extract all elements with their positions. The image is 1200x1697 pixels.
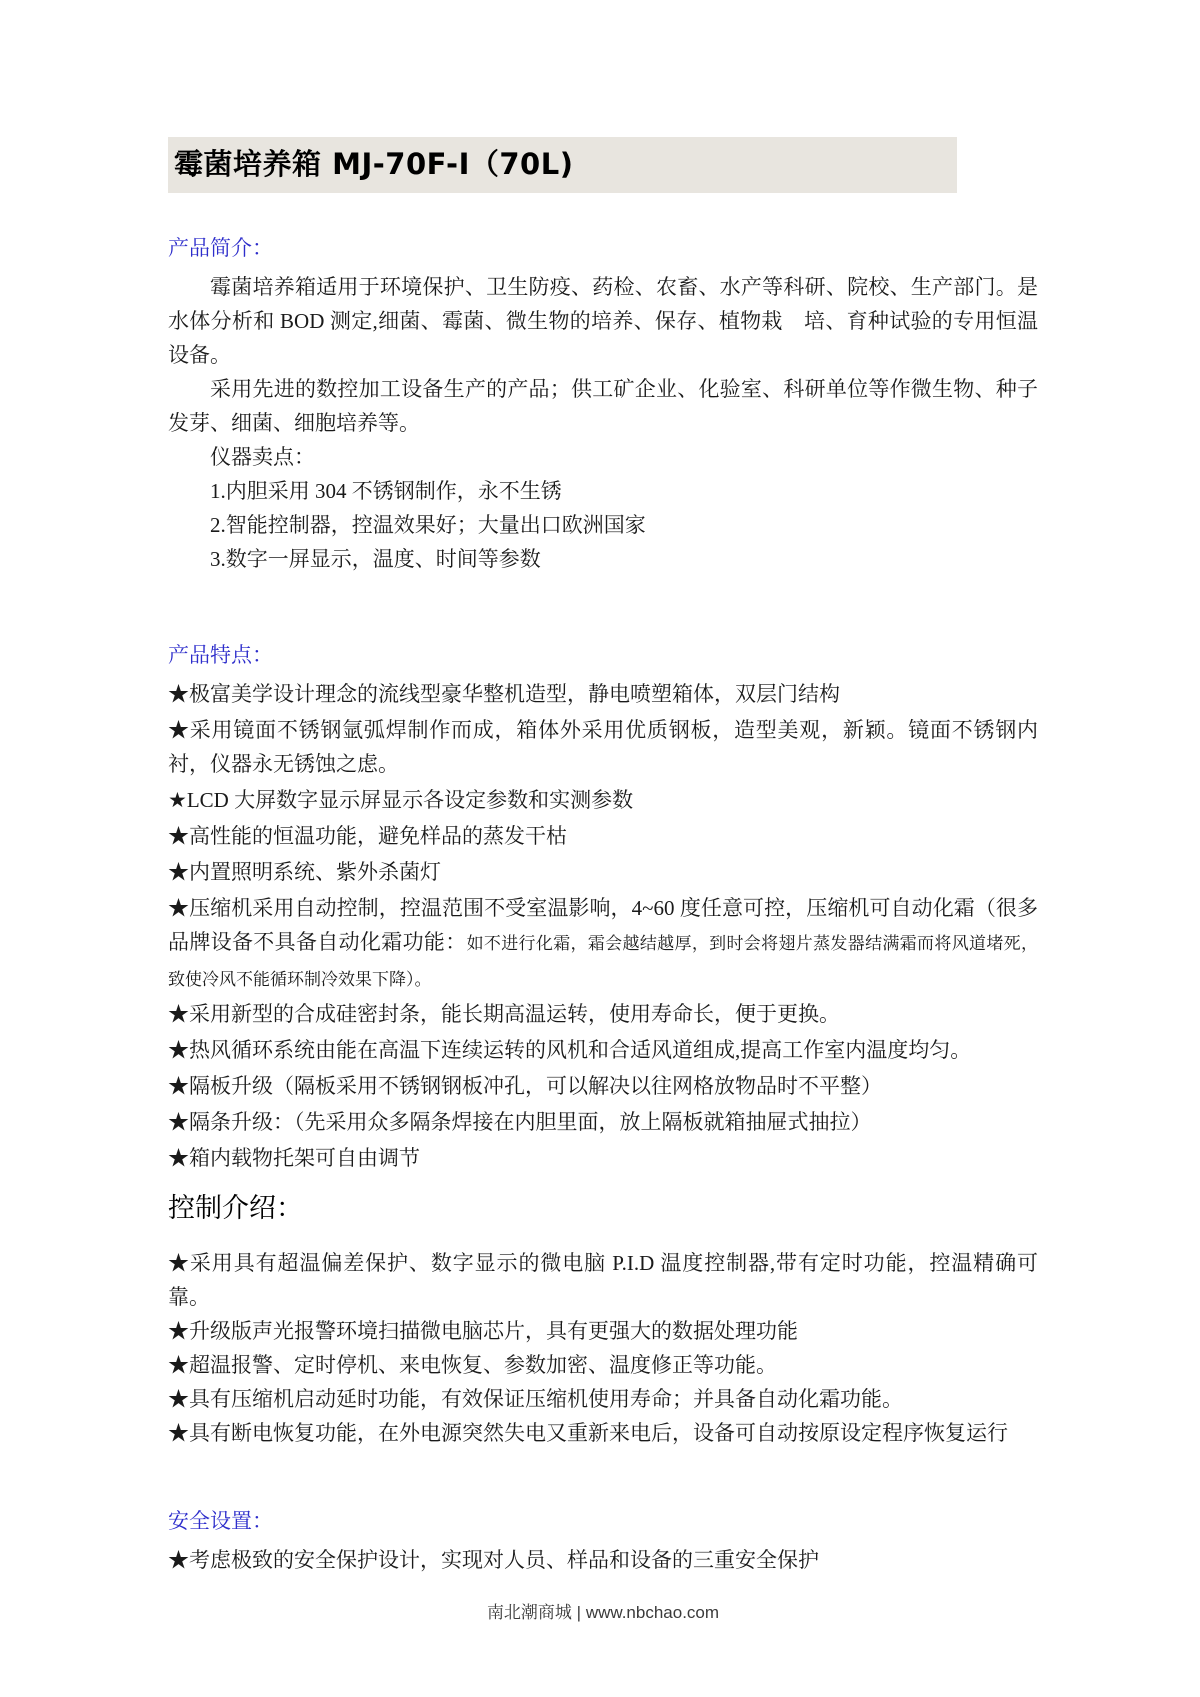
safety-list [168, 1543, 1038, 1577]
control-item: ★采用具有超温偏差保护、数字显示的微电脑 P.I.D 温度控制器,带有定时功能，控温精确可靠。 [168, 1251, 1038, 1310]
feature-item [168, 1033, 1038, 1069]
product-intro-heading: 产品简介： [168, 236, 273, 261]
footer-site-url: www.nbchao.com [585, 1603, 720, 1623]
selling-point-item: 1.内胆采用 304 不锈钢制作，永不生锈 [210, 479, 562, 504]
title-bar [168, 137, 957, 193]
feature-item [168, 1141, 1038, 1177]
feature-item-text: ★压缩机采用自动控制，控温范围不受室温影响，4~60 度任意可控，压缩机可自动化霜（很多品牌设备不具备自动化霜功能： [168, 896, 1038, 955]
feature-item [168, 783, 1038, 819]
feature-item [168, 1105, 1038, 1141]
feature-item [168, 891, 1038, 997]
feature-item-text: ★LCD 大屏数字显示屏显示各设定参数和实测参数 [168, 788, 634, 813]
footer [168, 1601, 1038, 1625]
feature-item-text: ★采用镜面不锈钢氩弧焊制作而成，箱体外采用优质钢板，造型美观，新颖。镜面不锈钢内衬，仪器永无锈蚀之虑。 [168, 718, 1038, 777]
page-title: 霉菌培养箱 MJ-70F-I（70L) [174, 147, 574, 181]
section-control-intro [168, 1177, 1038, 1450]
feature-item-text: ★箱内载物托架可自由调节 [168, 1146, 420, 1171]
intro-paragraph-1: 霉菌培养箱适用于环境保护、卫生防疫、药检、农畜、水产等科研、院校、生产部门。是水体分析和 BOD 测定,细菌、霉菌、微生物的培养、保存、植物栽 培、育种试验的专用恒温设备。 [168, 275, 1038, 368]
product-features-heading: 产品特点： [168, 643, 273, 668]
section-product-intro [168, 231, 1038, 576]
selling-point-item: 3.数字一屏显示，温度、时间等参数 [210, 547, 541, 572]
control-item: ★具有压缩机启动延时功能，有效保证压缩机使用寿命；并具备自动化霜功能。 [168, 1387, 903, 1412]
feature-item [168, 855, 1038, 891]
footer-separator: | [571, 1603, 586, 1623]
feature-item [168, 713, 1038, 783]
control-item: ★具有断电恢复功能，在外电源突然失电又重新来电后，设备可自动按原设定程序恢复运行 [168, 1421, 1008, 1446]
feature-item-text: ★采用新型的合成硅密封条，能长期高温运转，使用寿命长，便于更换。 [168, 1002, 840, 1027]
feature-item [168, 1069, 1038, 1105]
safety-item: ★考虑极致的安全保护设计，实现对人员、样品和设备的三重安全保护 [168, 1548, 819, 1573]
selling-points-list [168, 474, 1038, 576]
feature-item [168, 997, 1038, 1033]
feature-item-text: ★隔板升级（隔板采用不锈钢钢板冲孔，可以解决以往网格放物品时不平整） [168, 1074, 882, 1099]
feature-item-text: ★隔条升级：（先采用众多隔条焊接在内胆里面，放上隔板就箱抽屉式抽拉） [168, 1110, 872, 1135]
control-heading: 控制介绍： [168, 1193, 303, 1224]
safety-heading: 安全设置： [168, 1509, 273, 1534]
feature-item-text: ★高性能的恒温功能，避免样品的蒸发干枯 [168, 824, 567, 849]
control-item: ★超温报警、定时停机、来电恢复、参数加密、温度修正等功能。 [168, 1353, 777, 1378]
features-list [168, 677, 1038, 1177]
section-product-features [168, 638, 1038, 1177]
footer-site-name: 南北潮商城 [486, 1603, 572, 1623]
feature-item-text: ★热风循环系统由能在高温下连续运转的风机和合适风道组成,提高工作室内温度均匀。 [168, 1038, 972, 1063]
section-safety-settings [168, 1504, 1038, 1577]
control-list [168, 1246, 1038, 1450]
selling-point-item: 2.智能控制器，控温效果好；大量出口欧洲国家 [210, 513, 646, 538]
feature-item [168, 819, 1038, 855]
control-item: ★升级版声光报警环境扫描微电脑芯片，具有更强大的数据处理功能 [168, 1319, 798, 1344]
feature-item-note: 如不进行化霜，霜会越结越厚，到时会将翅片蒸发器结满霜而将风道堵死，致使冷风不能循环制冷效果下降）。 [168, 934, 1039, 990]
selling-points-label: 仪器卖点： [210, 445, 315, 470]
feature-item [168, 677, 1038, 713]
intro-paragraph-2: 采用先进的数控加工设备生产的产品；供工矿企业、化验室、科研单位等作微生物、种子发芽、细菌、细胞培养等。 [168, 377, 1038, 436]
feature-item-text: ★极富美学设计理念的流线型豪华整机造型，静电喷塑箱体，双层门结构 [168, 682, 840, 707]
feature-item-text: ★内置照明系统、紫外杀菌灯 [168, 860, 441, 885]
